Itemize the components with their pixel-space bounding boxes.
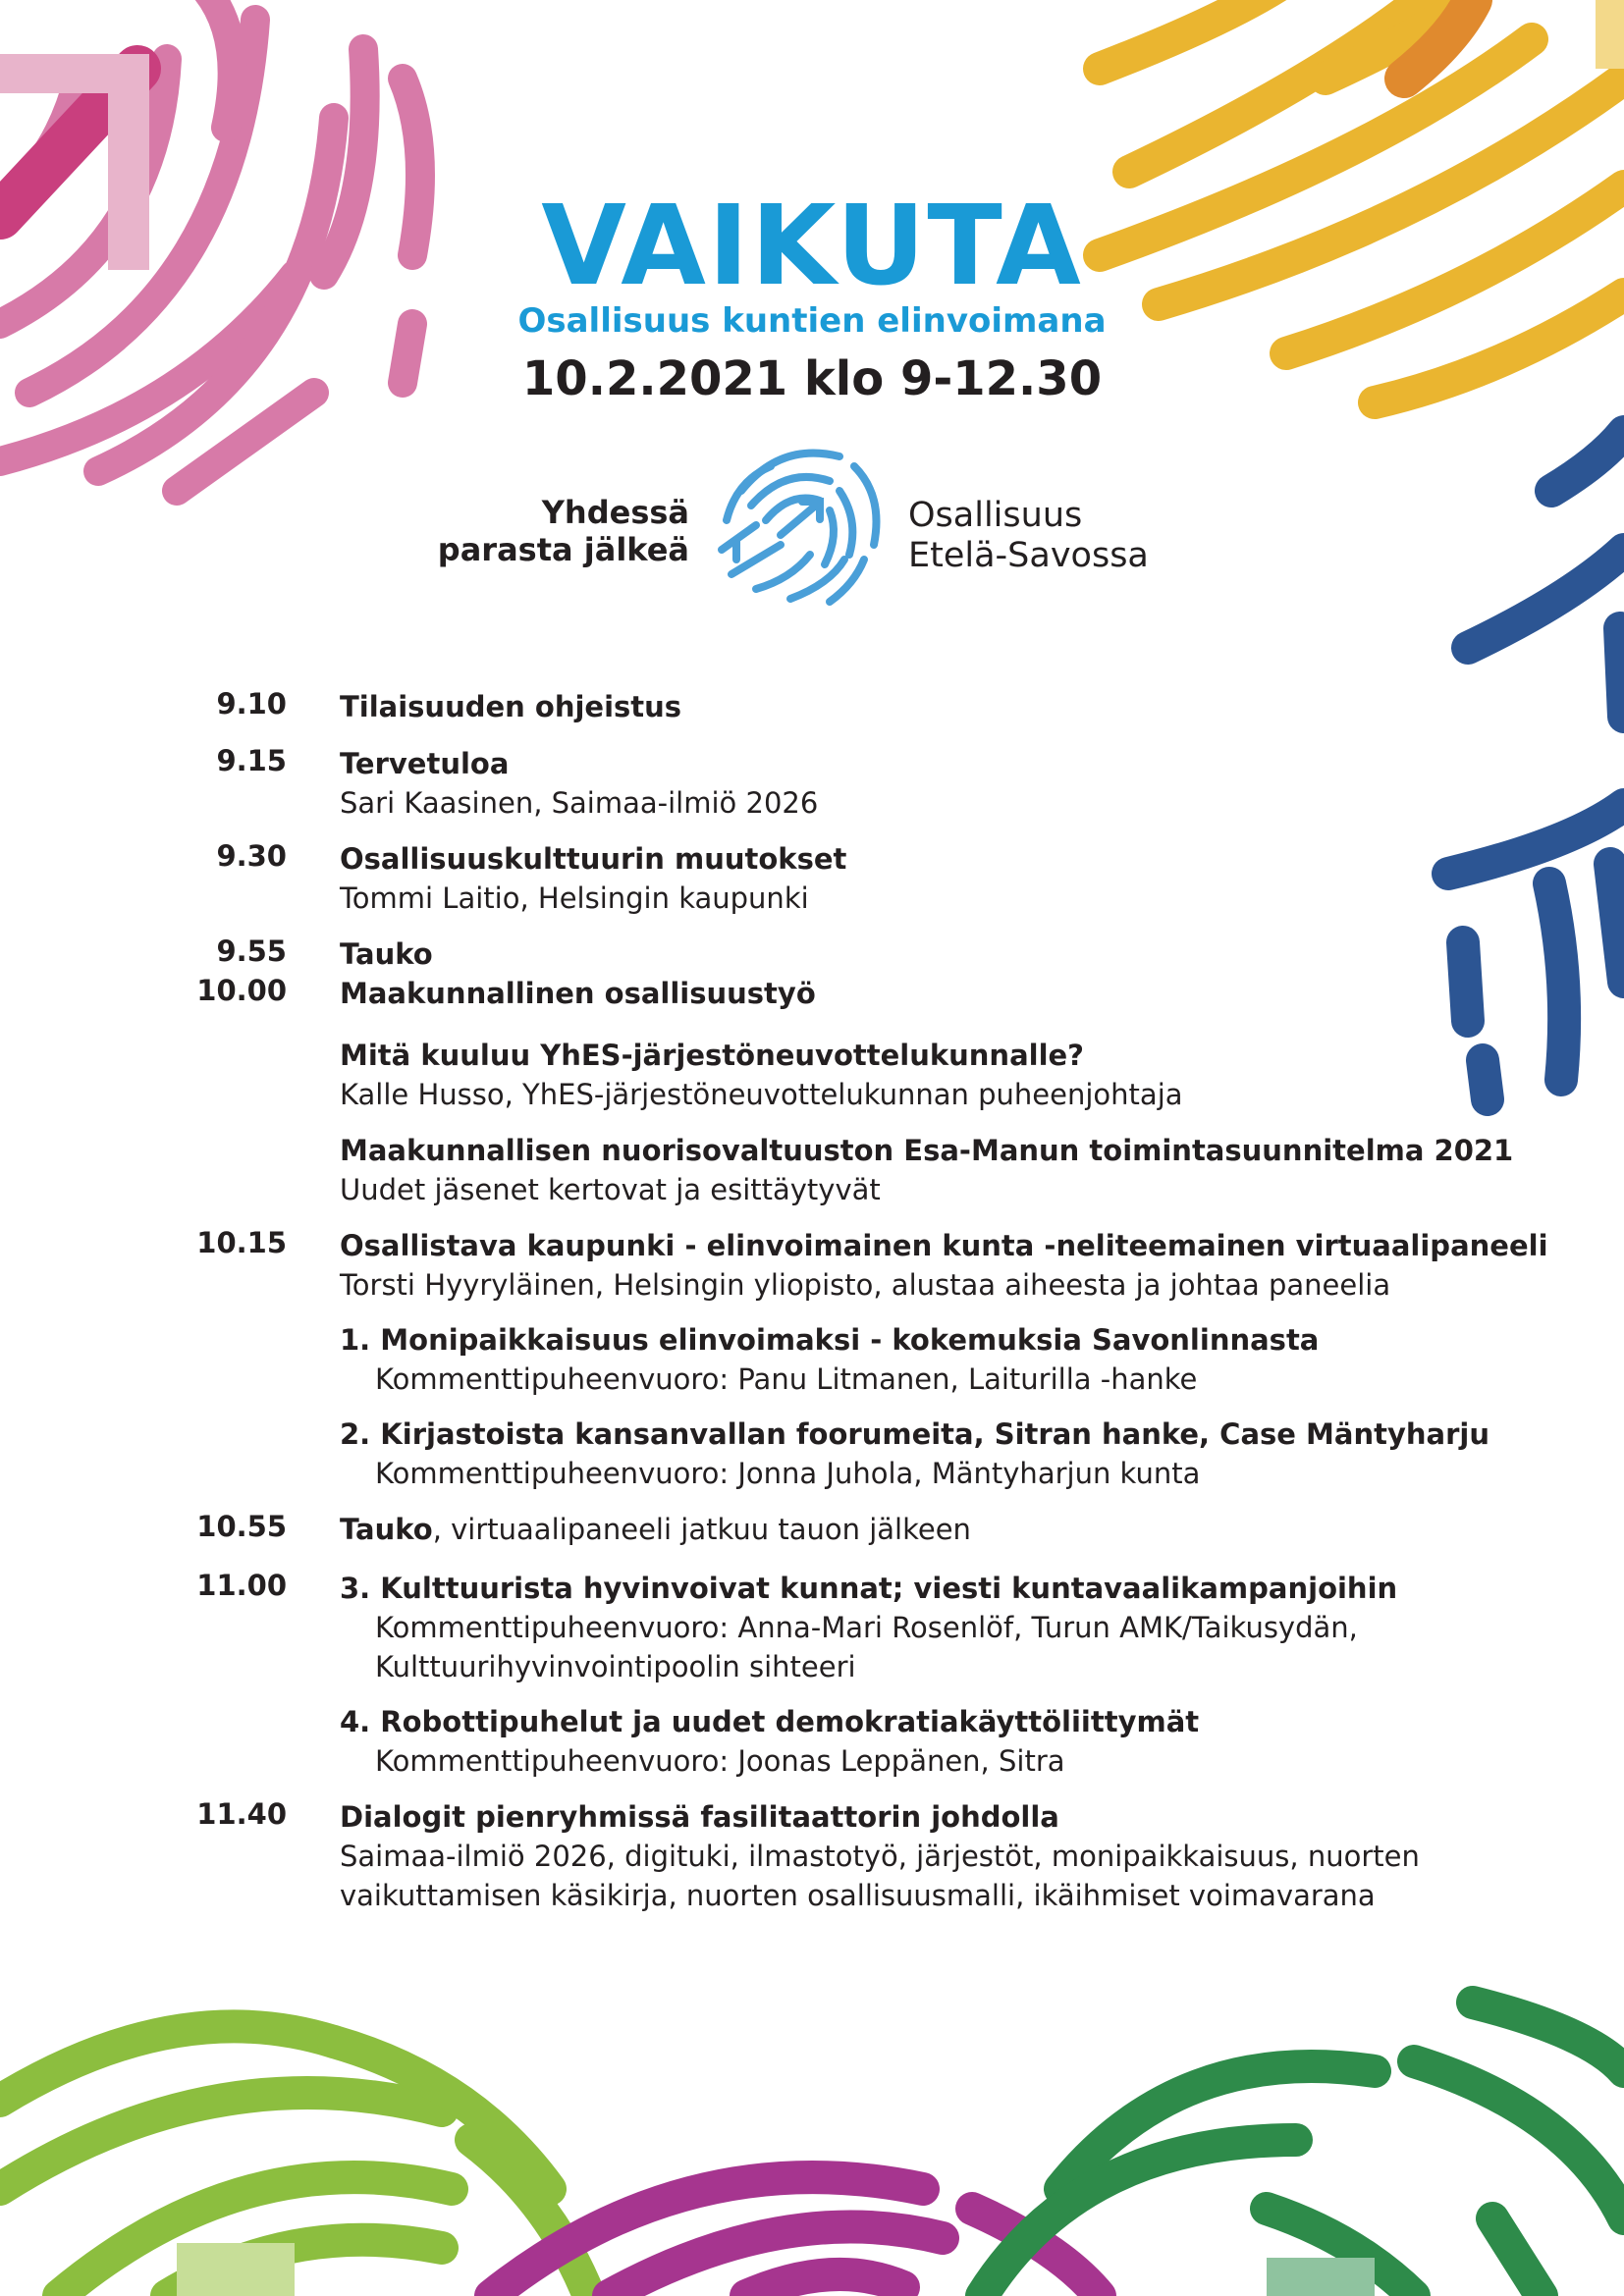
agenda-detail: vaikuttamisen käsikirja, nuorten osallisuusmalli, ikäihmiset voimavarana — [340, 1879, 1376, 1912]
agenda-detail: Kommenttipuheenvuoro: Joonas Leppänen, Sitra — [375, 1744, 1065, 1778]
agenda-time: 10.15 — [196, 1226, 287, 1259]
agenda-title: Mitä kuuluu YhES-järjestöneuvottelukunnalle? — [340, 1039, 1085, 1072]
agenda-detail: Sari Kaasinen, Saimaa-ilmiö 2026 — [340, 786, 819, 820]
agenda-time: 9.15 — [216, 744, 287, 777]
agenda-time: 10.00 — [196, 974, 287, 1007]
agenda-detail: Tommi Laitio, Helsingin kaupunki — [340, 881, 809, 915]
org-name — [908, 496, 1149, 577]
agenda-title: Osallisuuskulttuurin muutokset — [340, 842, 847, 876]
slogan-line-1: Yhdessä — [541, 494, 689, 531]
event-subtitle: Osallisuus kuntien elinvoimana — [517, 301, 1107, 341]
agenda-title: Tauko — [340, 1513, 433, 1546]
agenda-detail: , virtuaalipaneeli jatkuu tauon jälkeen — [432, 1513, 971, 1546]
agenda-title: Tauko — [340, 937, 433, 971]
agenda-title: Maakunnallinen osallisuustyö — [340, 977, 816, 1010]
agenda-detail: Kommenttipuheenvuoro: Jonna Juhola, Mäntyharjun kunta — [375, 1457, 1201, 1490]
agenda-time: 10.55 — [196, 1510, 287, 1543]
agenda-title: 2. Kirjastoista kansanvallan foorumeita, Sitran hanke, Case Mäntyharju — [340, 1417, 1489, 1451]
agenda-detail: Saimaa-ilmiö 2026, digituki, ilmastotyö, järjestöt, monipaikkaisuus, nuorten — [340, 1840, 1420, 1873]
fingerprint-icon — [712, 437, 889, 609]
agenda-time: 11.40 — [196, 1797, 287, 1831]
agenda-detail: Torsti Hyyryläinen, Helsingin yliopisto, alustaa aiheesta ja johtaa paneelia — [340, 1268, 1391, 1302]
event-title: VAIKUTA — [541, 183, 1083, 310]
agenda-title: Dialogit pienryhmissä fasilitaattorin johdolla — [340, 1800, 1059, 1834]
agenda-title: Maakunnallisen nuorisovaltuuston Esa-Manun toimintasuunnitelma 2021 — [340, 1134, 1514, 1167]
agenda-title: 1. Monipaikkaisuus elinvoimaksi - kokemuksia Savonlinnasta — [340, 1323, 1320, 1357]
agenda-title: Tervetuloa — [340, 747, 510, 780]
org-line-1: Osallisuus — [908, 496, 1083, 535]
slogan — [438, 494, 689, 569]
event-header — [0, 183, 1624, 407]
event-date: 10.2.2021 klo 9-12.30 — [521, 351, 1103, 407]
slogan-line-2: parasta jälkeä — [437, 531, 689, 569]
agenda-detail: Kommenttipuheenvuoro: Panu Litmanen, Laiturilla -hanke — [375, 1362, 1198, 1396]
agenda-time: 9.10 — [216, 687, 287, 721]
agenda-time: 9.30 — [216, 839, 287, 873]
logo-row — [0, 437, 1624, 614]
agenda-time: 9.55 — [216, 934, 287, 968]
agenda-title: 3. Kulttuurista hyvinvoivat kunnat; viesti kuntavaalikampanjoihin — [340, 1572, 1398, 1605]
agenda-title: Tilaisuuden ohjeistus — [340, 690, 682, 723]
org-line-2: Etelä-Savossa — [908, 536, 1149, 576]
agenda-time: 11.00 — [196, 1569, 287, 1602]
agenda-title: Osallistava kaupunki - elinvoimainen kunta -neliteemainen virtuaalipaneeli — [340, 1229, 1548, 1262]
agenda-title: 4. Robottipuhelut ja uudet demokratiakäyttöliittymät — [340, 1705, 1200, 1738]
agenda-detail: Kulttuurihyvinvointipoolin sihteeri — [375, 1650, 856, 1683]
agenda-detail: Kalle Husso, YhES-järjestöneuvottelukunnan puheenjohtaja — [340, 1078, 1183, 1111]
agenda-detail: Kommenttipuheenvuoro: Anna-Mari Rosenlöf, Turun AMK/Taikusydän, — [375, 1611, 1358, 1644]
agenda-detail: Uudet jäsenet kertovat ja esittäytyvät — [340, 1173, 881, 1206]
